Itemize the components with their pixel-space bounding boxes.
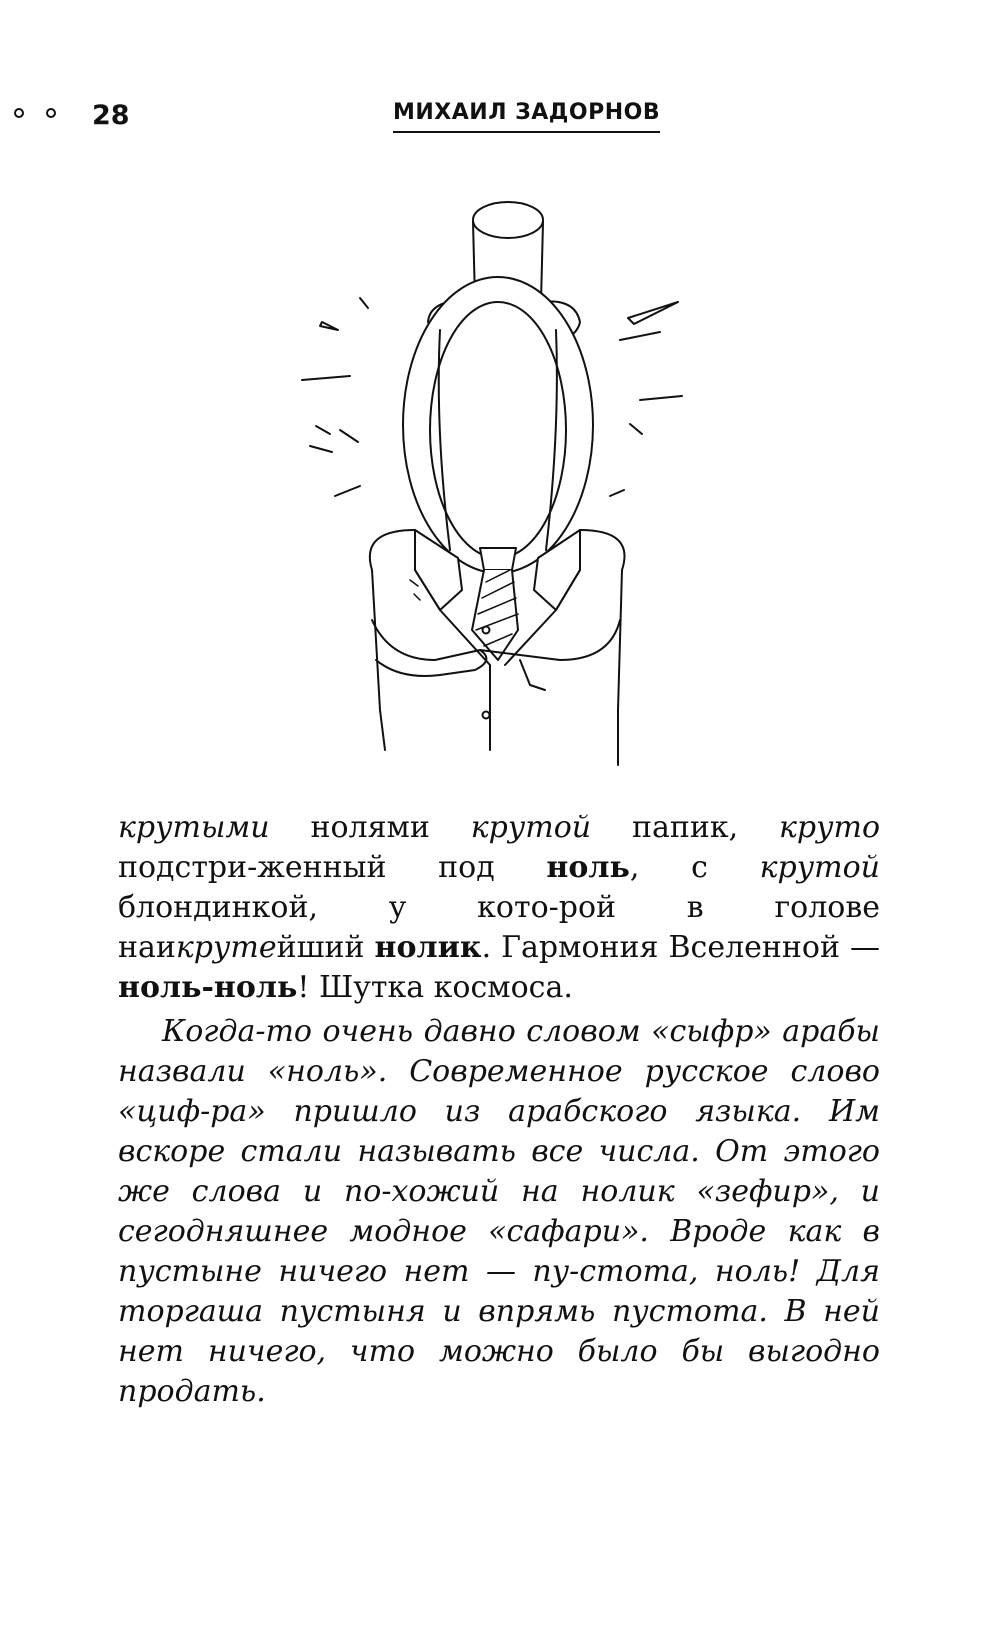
text: , с bbox=[629, 850, 760, 885]
paragraph-1 bbox=[118, 808, 880, 1008]
text-bold: ноль bbox=[546, 850, 630, 885]
circle-icon bbox=[14, 108, 24, 118]
text-italic: круте bbox=[175, 930, 277, 965]
text-italic: крутой bbox=[759, 850, 880, 885]
page-ornament bbox=[14, 108, 56, 118]
text: ! Шутка космоса. bbox=[297, 970, 573, 1005]
text-italic: круто bbox=[778, 810, 880, 845]
text: папик, bbox=[591, 810, 779, 845]
circle-icon bbox=[46, 108, 56, 118]
text-italic: крутыми bbox=[118, 810, 270, 845]
text-bold: ноль-ноль bbox=[118, 970, 298, 1005]
text-bold: нолик bbox=[374, 930, 482, 965]
text: подстри-женный под bbox=[118, 850, 547, 885]
text: . Гармония Вселенной — bbox=[481, 930, 880, 965]
paragraph-2: Когда-то очень давно словом «сыфр» арабы назвали «ноль». Современное русское слово «циф-ра» пришло из арабского языка. Им вскоре стали называть все числа. От этого же слова и по-хожий на нолик «зефир», и сегодняшнее модное «сафари». Вроде как в пустыне ничего нет — пу-стота, ноль! Для торгаша пустыня и впрямь пустота. В ней нет ничего, что можно было бы выгодно продать. bbox=[118, 1014, 880, 1409]
zero-head-gentleman-illustration bbox=[290, 190, 710, 800]
text-italic: крутой bbox=[470, 810, 592, 845]
text: йший bbox=[276, 930, 375, 965]
text: нолями bbox=[269, 810, 471, 845]
page-header bbox=[0, 0, 1000, 160]
running-title: МИХАИЛ ЗАДОРНОВ bbox=[393, 100, 660, 133]
page-number: 28 bbox=[92, 100, 130, 131]
text: блондинкой, у кото-рой в голове наи bbox=[118, 890, 880, 965]
